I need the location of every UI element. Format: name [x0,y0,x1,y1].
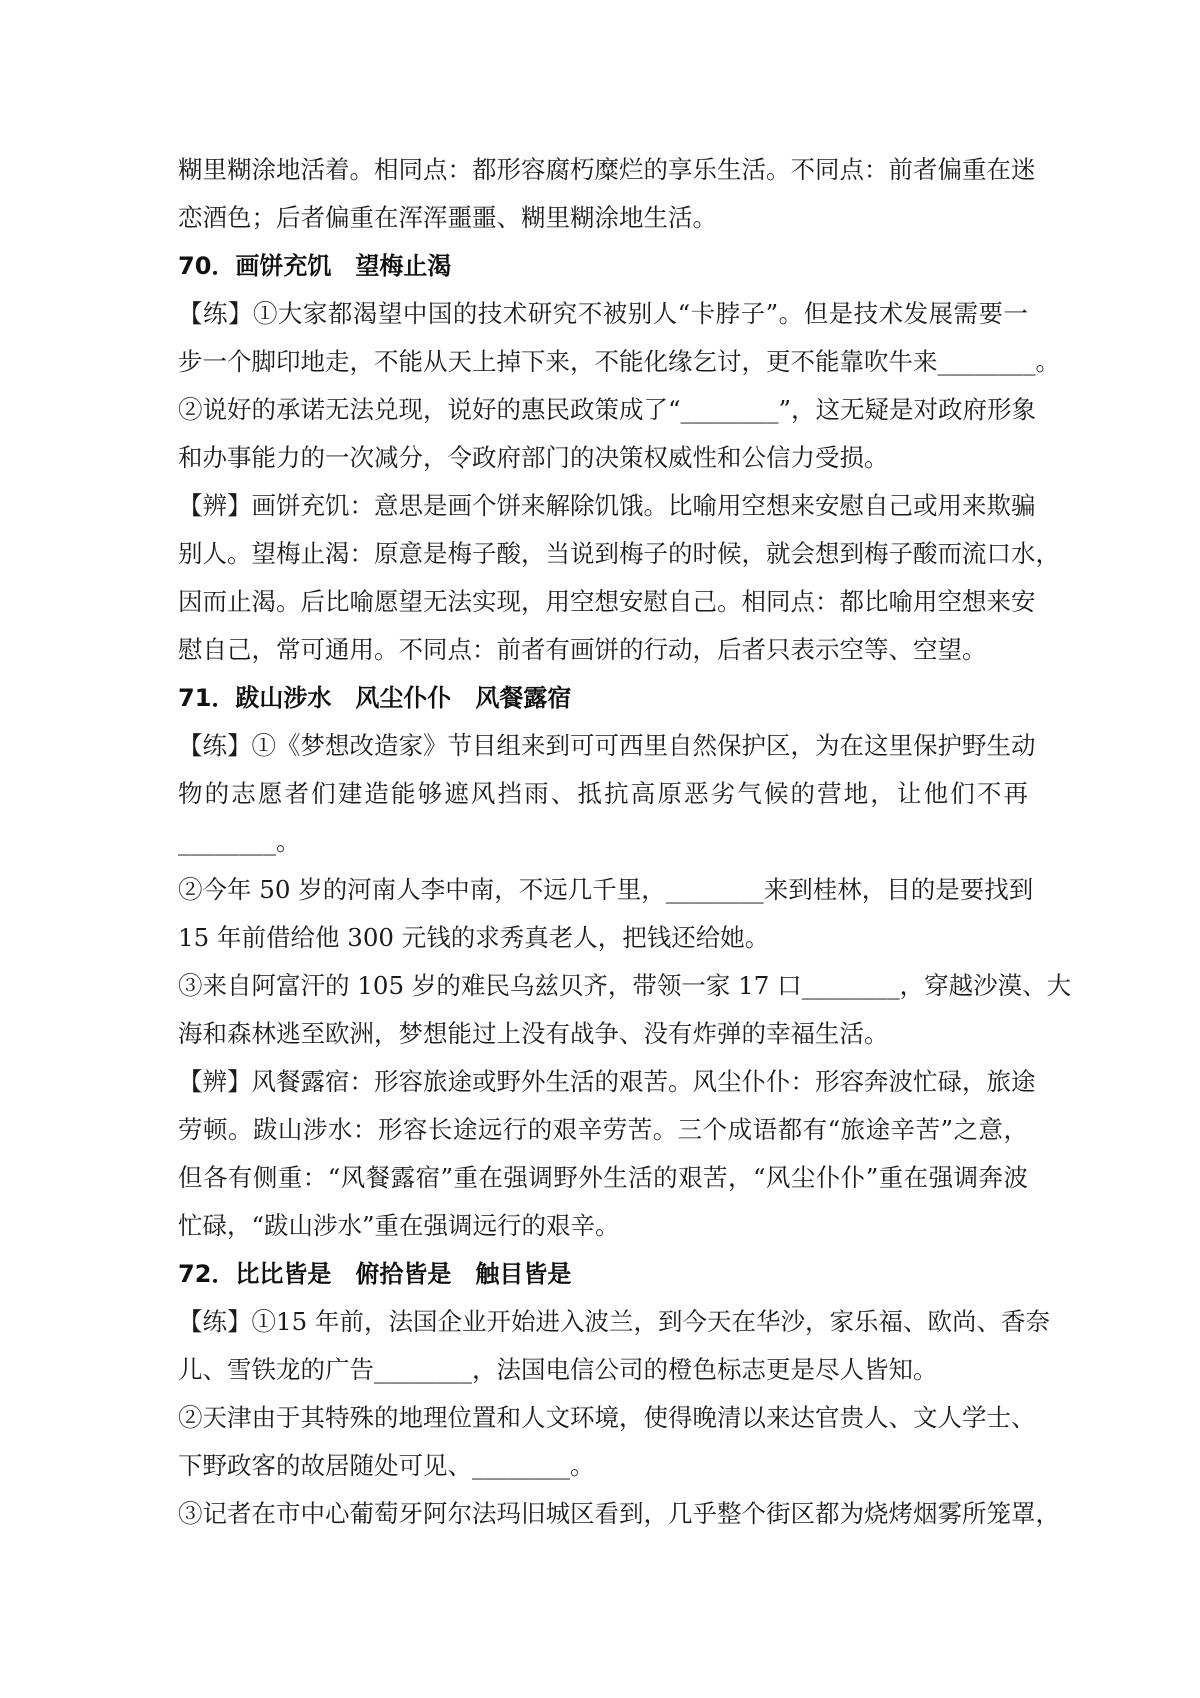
text-line: 慰自己，常可通用。不同点：前者有画饼的行动，后者只表示空等、空望。 [178,635,987,664]
text-line: 【辨】画饼充饥：意思是画个饼来解除饥饿。比喻用空想来安慰自己或用来欺骗 [178,491,1036,520]
text-line: ③记者在市中心葡萄牙阿尔法玛旧城区看到，几乎整个街区都为烧烤烟雾所笼罩， [178,1499,1060,1528]
text-line: 因而止渴。后比喻愿望无法实现，用空想安慰自己。相同点：都比喻用空想来安 [178,587,1036,616]
text-line: ②天津由于其特殊的地理位置和人文环境，使得晚清以来达官贵人、文人学士、 [178,1403,1036,1432]
text-line: 物的志愿者们建造能够遮风挡雨、抵抗高原恶劣气候的营地，让他们不再 [178,779,1028,808]
text-line: 糊里糊涂地活着。相同点：都形容腐朽糜烂的享乐生活。不同点：前者偏重在迷 [178,155,1036,184]
text-line: ________。 [178,827,301,856]
text-line: 15 年前借给他 300 元钱的求秀真老人，把钱还给她。 [178,923,770,952]
text-line: 别人。望梅止渴：原意是梅子酸，当说到梅子的时候，就会想到梅子酸而流口水， [178,539,1060,568]
section-heading: 70．画饼充饥 望梅止渴 [178,252,452,280]
text-line: ②说好的承诺无法兑现，说好的惠民政策成了“________”，这无疑是对政府形象 [178,395,1037,424]
document-body [178,146,1072,1538]
text-line: 但各有侧重：“风餐露宿”重在强调野外生活的艰苦，“风尘仆仆”重在强调奔波 [178,1163,1028,1192]
text-line: 海和森林逃至欧洲，梦想能过上没有战争、没有炸弹的幸福生活。 [178,1019,889,1048]
text-line: 劳顿。跋山涉水：形容长途远行的艰辛劳苦。三个成语都有“旅途辛苦”之意， [178,1115,1028,1144]
text-line: 恋酒色；后者偏重在浑浑噩噩、糊里糊涂地生活。 [178,203,717,232]
text-line: 下野政客的故居随处可见、________。 [178,1451,595,1480]
text-line: 【辨】风餐露宿：形容旅途或野外生活的艰苦。风尘仆仆：形容奔波忙碌，旅途 [178,1067,1036,1096]
text-line: 【练】①大家都渴望中国的技术研究不被别人“卡脖子”。但是技术发展需要一 [178,299,1028,328]
text-line: 和办事能力的一次减分，令政府部门的决策权威性和公信力受损。 [178,443,889,472]
section-heading: 72．比比皆是 俯拾皆是 触目皆是 [178,1260,572,1288]
text-line: 步一个脚印地走，不能从天上掉下来，不能化缘乞讨，更不能靠吹牛来________。 [178,347,1060,376]
text-line: 【练】①《梦想改造家》节目组来到可可西里自然保护区，为在这里保护野生动 [178,731,1036,760]
text-line: 儿、雪铁龙的广告________，法国电信公司的橙色标志更是尽人皆知。 [178,1355,938,1384]
text-line: 忙碌，“跋山涉水”重在强调远行的艰辛。 [178,1211,620,1240]
text-line: ③来自阿富汗的 105 岁的难民乌兹贝齐，带领一家 17 口________，穿越沙漠、大 [178,971,1072,1000]
text-line: 【练】①15 年前，法国企业开始进入波兰，到今天在华沙，家乐福、欧尚、香奈 [178,1307,1050,1336]
text-line: ②今年 50 岁的河南人李中南，不远几千里，________来到桂林，目的是要找到 [178,875,1034,904]
section-heading: 71．跋山涉水 风尘仆仆 风餐露宿 [178,684,572,712]
